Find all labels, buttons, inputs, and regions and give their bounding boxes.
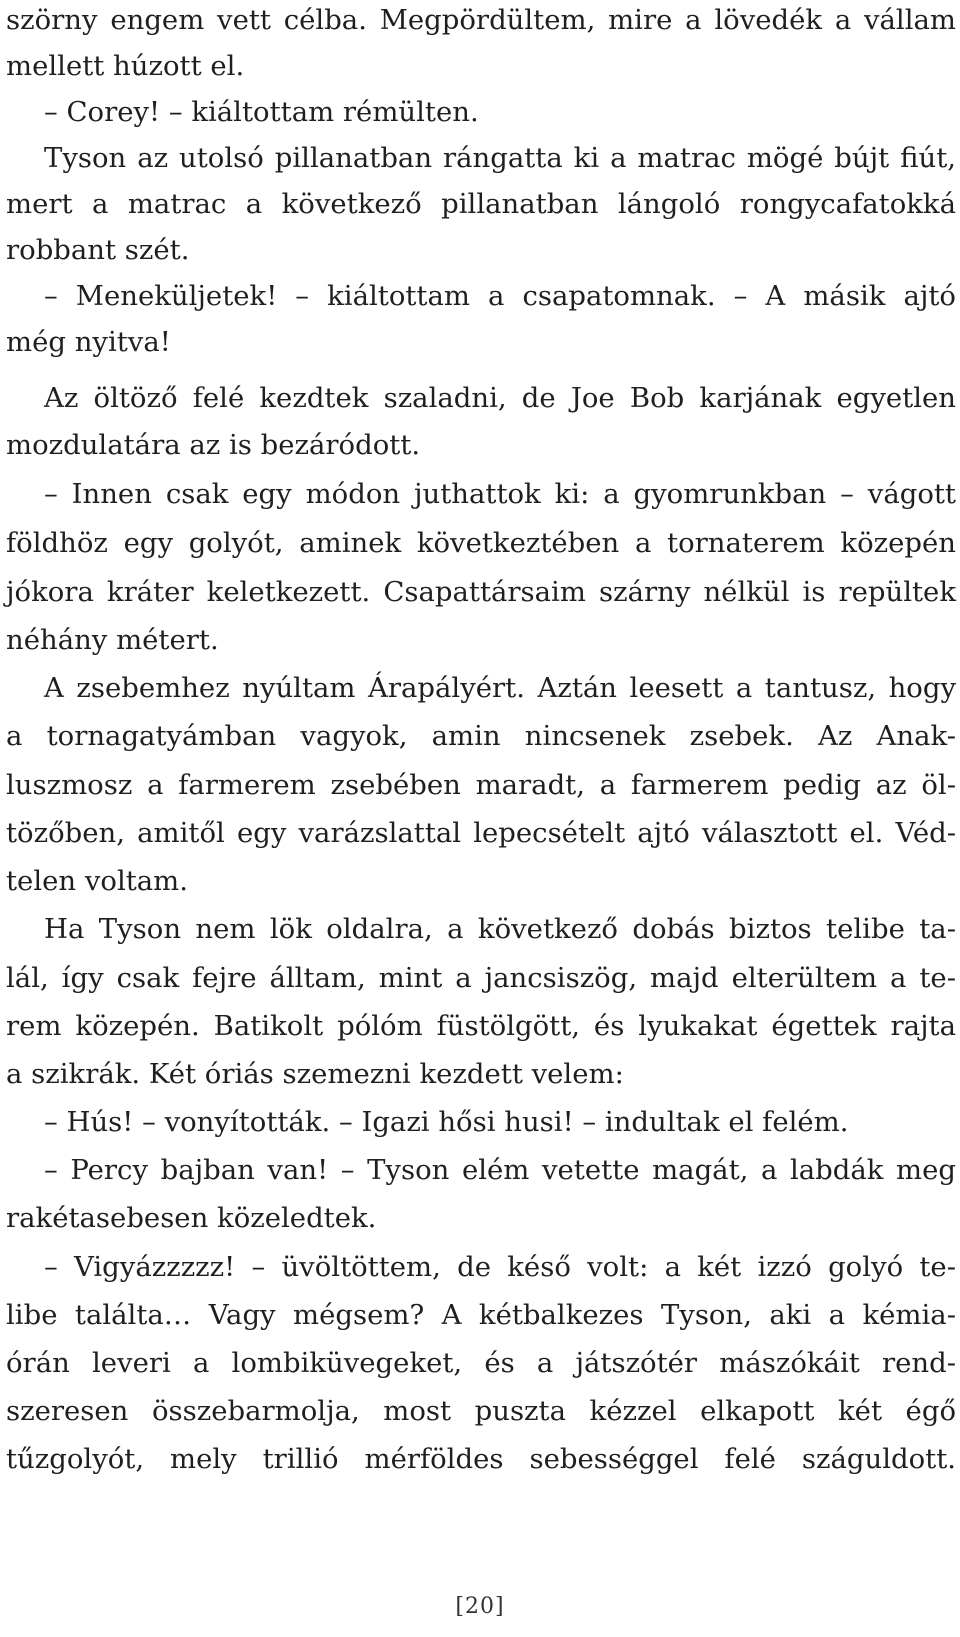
- text-line: a szikrák. Két óriás szemezni kezdett velem:: [6, 1058, 624, 1090]
- text-line: Ha Tyson nem lök oldalra, a következő dobás biztos telibe ta-: [44, 913, 956, 945]
- text-line: lál, így csak fejre álltam, mint a jancsiszög, majd elterültem a te-: [6, 962, 956, 994]
- text-line: telen voltam.: [6, 865, 188, 897]
- text-line: – Percy bajban van! – Tyson elém vetette magát, a labdák meg: [44, 1154, 956, 1186]
- text-line: A zsebemhez nyúltam Árapályért. Aztán leesett a tantusz, hogy: [44, 672, 956, 704]
- page-number: [20]: [455, 1594, 505, 1619]
- text-line: a tornagatyámban vagyok, amin nincsenek zsebek. Az Anak-: [6, 720, 956, 752]
- text-line: – Innen csak egy módon juthattok ki: a gyomrunkban – vágott: [44, 478, 956, 510]
- text-line: néhány métert.: [6, 624, 219, 656]
- text-line: Tyson az utolsó pillanatban rángatta ki a matrac mögé bújt fiút,: [44, 142, 956, 174]
- text-line: rem közepén. Batikolt pólóm füstölgött, és lyukakat égettek rajta: [6, 1010, 956, 1042]
- text-line: földhöz egy golyót, aminek következtében a tornaterem közepén: [6, 527, 956, 559]
- text-line: mozdulatára az is bezáródott.: [6, 429, 421, 461]
- text-line: még nyitva!: [6, 326, 171, 358]
- text-line: robbant szét.: [6, 234, 190, 266]
- text-line: – Meneküljetek! – kiáltottam a csapatomnak. – A másik ajtó: [44, 280, 956, 312]
- text-line: tözőben, amitől egy varázslattal lepecsételt ajtó választott el. Véd-: [6, 817, 956, 849]
- text-line: tűzgolyót, mely trillió mérföldes sebességgel felé száguldott.: [6, 1443, 956, 1475]
- text-line: – Hús! – vonyították. – Igazi hősi husi! – indultak el felém.: [44, 1106, 849, 1138]
- text-line: – Corey! – kiáltottam rémülten.: [44, 96, 479, 128]
- text-line: órán leveri a lombiküvegeket, és a játszótér mászókáit rend-: [6, 1347, 956, 1379]
- text-line: – Vigyázzzzz! – üvöltöttem, de késő volt: a két izzó golyó te-: [44, 1251, 956, 1283]
- text-line: mert a matrac a következő pillanatban lángoló rongycafatokká: [6, 188, 956, 220]
- text-line: szörny engem vett célba. Megpördültem, mire a lövedék a vállam: [6, 4, 956, 36]
- text-line: libe találta… Vagy mégsem? A kétbalkezes Tyson, aki a kémia-: [6, 1299, 956, 1331]
- text-line: szeresen összebarmolja, most puszta kézzel elkapott két égő: [6, 1395, 956, 1427]
- text-line: jókora kráter keletkezett. Csapattársaim szárny nélkül is repültek: [6, 576, 956, 608]
- text-line: Az öltöző felé kezdtek szaladni, de Joe Bob karjának egyetlen: [44, 382, 956, 414]
- text-line: luszmosz a farmerem zsebében maradt, a farmerem pedig az öl-: [6, 769, 956, 801]
- text-line: mellett húzott el.: [6, 50, 245, 82]
- text-line: rakétasebesen közeledtek.: [6, 1202, 377, 1234]
